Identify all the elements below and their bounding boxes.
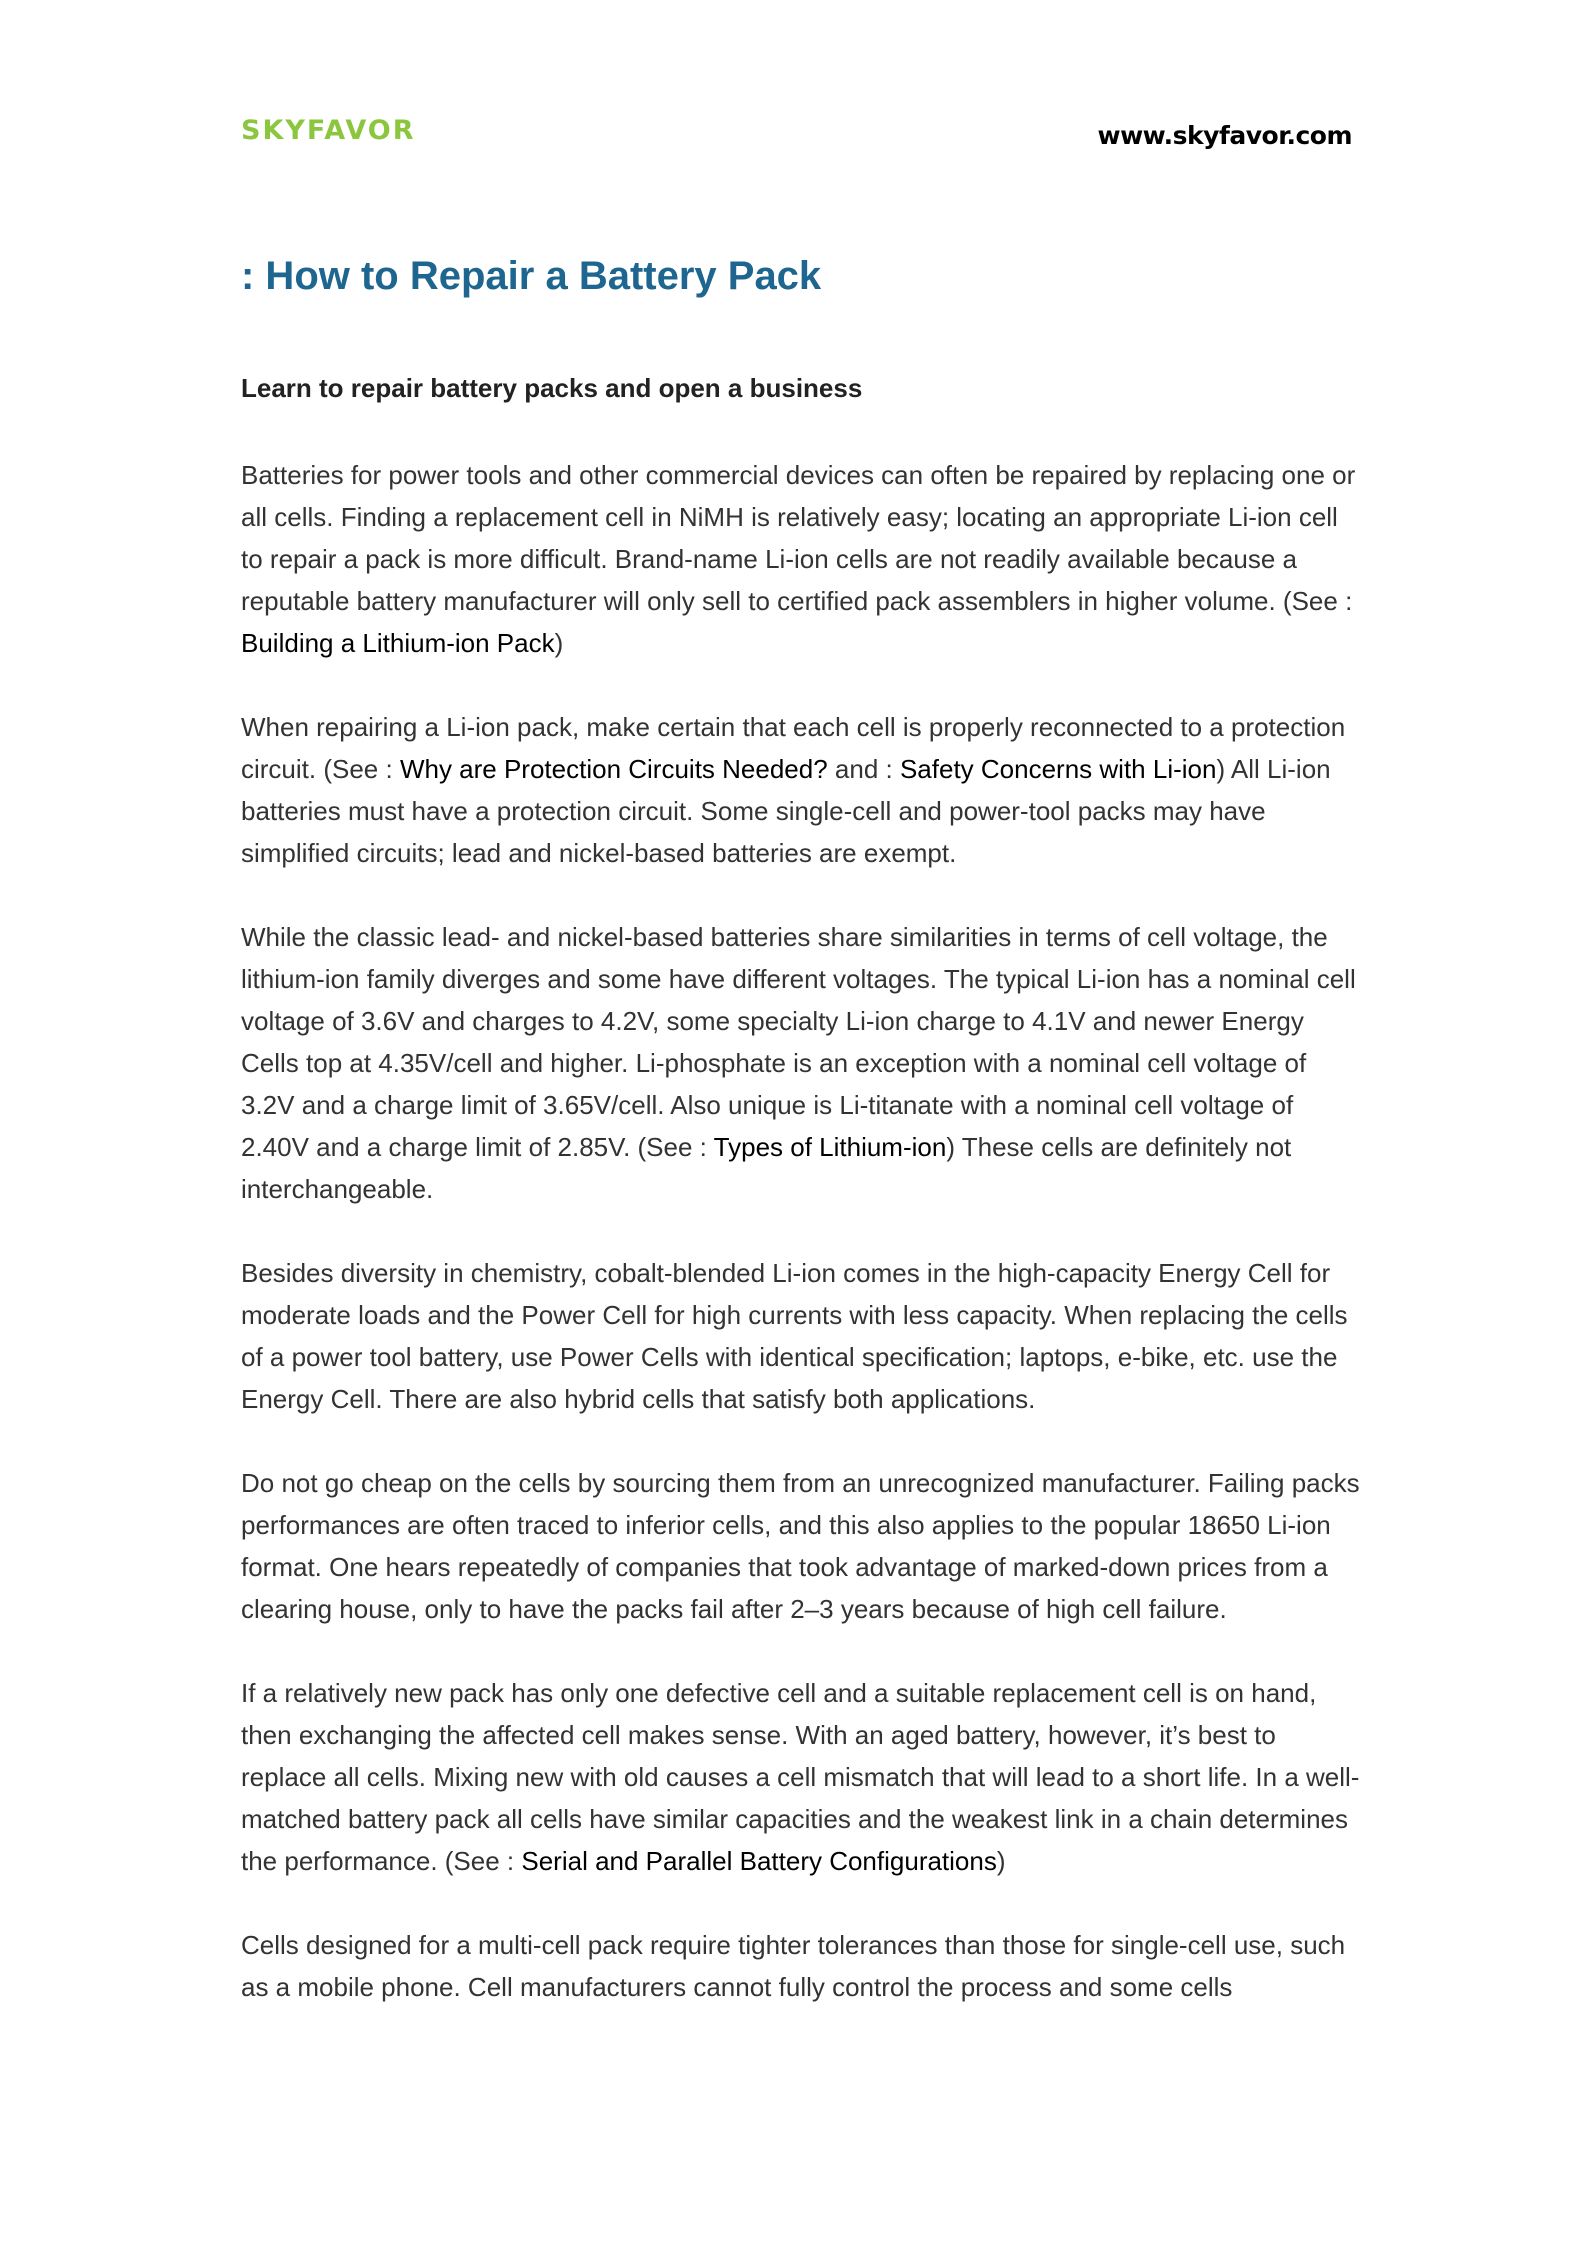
paragraph-text: and : [827,754,900,784]
article-subtitle: Learn to repair battery packs and open a business [241,373,863,403]
paragraph-text: Batteries for power tools and other commercial devices can often be repaired by replacing one or all cells. Finding a replacement cell in NiMH is relatively easy; locating an appropriate Li-ion cell to repair a pack is more difficult. Brand-name Li-ion cells are not readily available because a reputable battery manufacturer will only sell to certified pack assemblers in higher volume. (See : [241,460,1356,616]
paragraph-3 [241,916,1361,1210]
paragraph-text: ) These cells are definitely not interchangeable. [241,1132,1292,1204]
skyfavor-logo: SKYFAVOR [241,115,416,146]
link-protection-circuits[interactable]: Why are Protection Circuits Needed? [399,754,828,784]
paragraph-7: Cells designed for a multi-cell pack require tighter tolerances than those for single-cell use, such as a mobile phone. Cell manufacturers cannot fully control the process and some cells [241,1930,1346,2002]
paragraph-4: Besides diversity in chemistry, cobalt-blended Li-ion comes in the high-capacity Energy Cell for moderate loads and the Power Cell for high currents with less capacity. When replacing the cells of a power tool battery, use Power Cells with identical specification; laptops, e-bike, etc. use the Energy Cell. There are also hybrid cells that satisfy both applications. [241,1258,1348,1414]
paragraph-text: If a relatively new pack has only one defective cell and a suitable replacement cell is on hand, then exchanging the affected cell makes sense. With an aged battery, however, it’s best to replace all cells. Mixing new with old causes a cell mismatch that will lead to a short life. In a well-matched battery pack all cells have similar capacities and the weakest link in a chain determines the performance. (See : [241,1678,1360,1876]
paragraph-1 [241,454,1361,664]
paragraph-text: ) All Li-ion batteries must have a protection circuit. Some single-cell and power-tool packs may have simplified circuits; lead and nickel-based batteries are exempt. [241,754,1331,868]
link-types-of-lithium-ion[interactable]: Types of Lithium-ion [713,1132,947,1162]
paragraph-text: While the classic lead- and nickel-based batteries share similarities in terms of cell voltage, the lithium-ion family diverges and some have different voltages. The typical Li-ion has a nominal cell voltage of 3.6V and charges to 4.2V, some specialty Li-ion charge to 4.1V and newer Energy Cells top at 4.35V/cell and higher. Li-phosphate is an exception with a nominal cell voltage of 3.2V and a charge limit of 3.65V/cell. Also unique is Li-titanate with a nominal cell voltage of 2.40V and a charge limit of 2.85V. (See : [241,922,1356,1162]
link-safety-concerns[interactable]: Safety Concerns with Li-ion [899,754,1217,784]
link-building-lithium-ion-pack[interactable]: Building a Lithium-ion Pack [241,628,555,658]
article-body [241,454,1361,2050]
link-serial-parallel-configurations[interactable]: Serial and Parallel Battery Configurations [521,1846,997,1876]
paragraph-6 [241,1672,1361,1882]
site-url[interactable]: www.skyfavor.com [1097,121,1352,150]
paragraph-5: Do not go cheap on the cells by sourcing them from an unrecognized manufacturer. Failing packs performances are often traced to inferior cells, and this also applies to the popular 18650 Li-ion format. One hears repeatedly of companies that took advantage of marked-down prices from a clearing house, only to have the packs fail after 2–3 years because of high cell failure. [241,1468,1360,1624]
paragraph-text: ) [554,628,564,658]
page-title: : How to Repair a Battery Pack [241,254,822,298]
paragraph-text: ) [996,1846,1006,1876]
paragraph-text: When repairing a Li-ion pack, make certain that each cell is properly reconnected to a protection circuit. (See : [241,712,1346,784]
paragraph-2 [241,706,1361,874]
